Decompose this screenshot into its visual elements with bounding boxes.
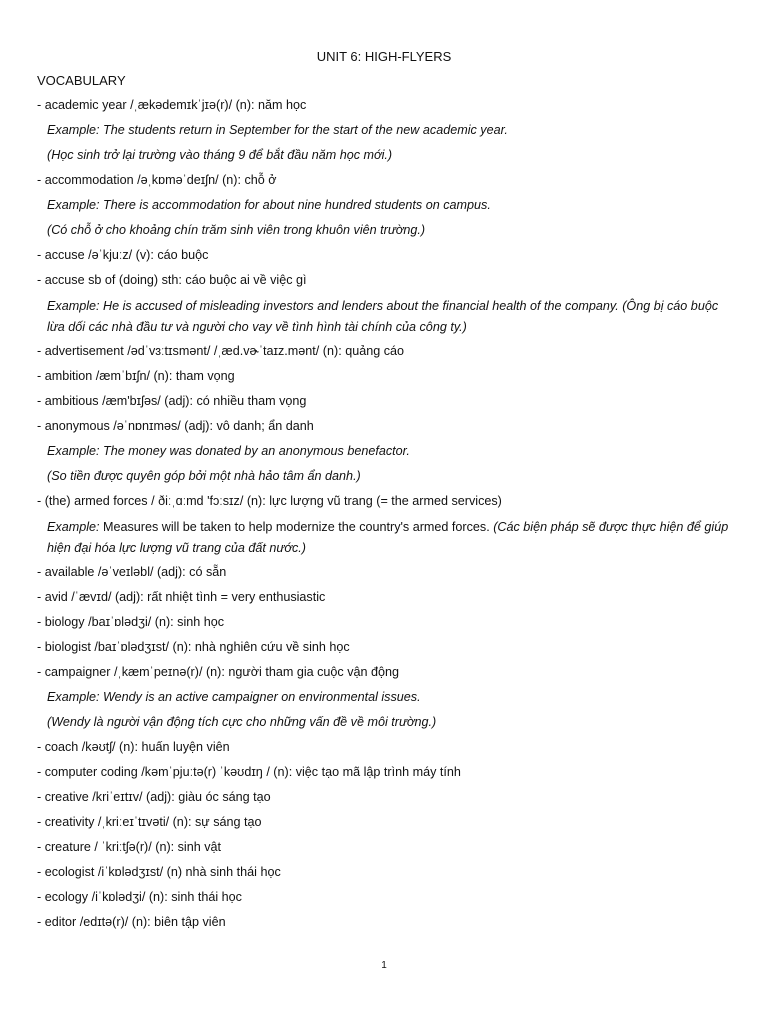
vocab-entry: - available /əˈveɪləbl/ (adj): có sẵn <box>37 565 227 579</box>
example-translation: (So tiền được quyên góp bởi một nhà hảo tâm ẩn danh.) <box>47 469 361 483</box>
vocab-entry: - ecologist /iˈkɒlədʒɪst/ (n) nhà sinh thái học <box>37 865 281 879</box>
vocabulary-list <box>37 96 737 938</box>
vocab-entry: - accommodation /əˌkɒməˈdeɪʃn/ (n): chỗ ở <box>37 173 277 187</box>
page-title: UNIT 6: HIGH-FLYERS <box>316 49 452 64</box>
example-translation: (Học sinh trở lại trường vào tháng 9 để bắt đầu năm học mới.) <box>47 148 393 162</box>
example-sentence: Example: Wendy is an active campaigner on environmental issues. <box>47 690 421 704</box>
vocab-entry: - ambition /æmˈbɪʃn/ (n): tham vọng <box>37 369 235 383</box>
vocab-entry: - biologist /baɪˈɒlədʒɪst/ (n): nhà nghiên cứu về sinh học <box>37 640 350 654</box>
example-body: Measures will be taken to help modernize the country's armed forces. <box>99 520 494 534</box>
example-sentence: Example: He is accused of misleading investors and lenders about the financial health of the company. (Ông bị cáo buộc lừa dối các nhà đầu tư và người cho vay về tình hình tài chính của công ty.) <box>47 299 719 334</box>
vocab-entry: - campaigner /ˌkæmˈpeɪnə(r)/ (n): người tham gia cuộc vận động <box>37 665 400 679</box>
vocab-entry: - anonymous /əˈnɒnɪməs/ (adj): vô danh; ẩn danh <box>37 419 314 433</box>
section-heading: VOCABULARY <box>37 73 126 88</box>
vocab-entry: - academic year /ˌækədemɪkˈjɪə(r)/ (n): năm học <box>37 98 307 112</box>
vocab-entry: - creativity /ˌkriːeɪˈtɪvəti/ (n): sự sáng tạo <box>37 815 262 829</box>
example-sentence: Example: The money was donated by an anonymous benefactor. <box>47 444 410 458</box>
vocab-entry: - accuse /əˈkjuːz/ (v): cáo buộc <box>37 248 209 262</box>
vocab-entry: - accuse sb of (doing) sth: cáo buộc ai về việc gì <box>37 273 307 287</box>
vocab-entry: - creature / ˈkriːtʃə(r)/ (n): sinh vật <box>37 840 222 854</box>
example-sentence <box>37 517 737 559</box>
vocab-entry: - editor /edɪtə(r)/ (n): biên tập viên <box>37 915 226 929</box>
example-sentence: Example: The students return in September for the start of the new academic year. <box>47 123 508 137</box>
vocab-entry: - avid /ˈævɪd/ (adj): rất nhiệt tình = very enthusiastic <box>37 590 326 604</box>
vocab-entry: - creative /kriˈeɪtɪv/ (adj): giàu óc sáng tạo <box>37 790 271 804</box>
page-number: 1 <box>381 960 387 971</box>
example-translation: (Các biện pháp sẽ được thực hiện để giúp hiện đại hóa lực lượng vũ trang của đất nước.) <box>47 520 729 555</box>
vocab-entry: - coach /kəʊtʃ/ (n): huấn luyện viên <box>37 740 230 754</box>
vocab-entry: - computer coding /kəmˈpjuːtə(r) ˈkəʊdɪŋ / (n): việc tạo mã lập trình máy tính <box>37 765 461 779</box>
example-translation: (Có chỗ ở cho khoảng chín trăm sinh viên trong khuôn viên trường.) <box>47 223 426 237</box>
vocab-entry: - ambitious /æm'bɪʃəs/ (adj): có nhiều tham vọng <box>37 394 307 408</box>
vocab-entry: - (the) armed forces / ðiːˌɑːmd 'fɔːsɪz/ (n): lực lượng vũ trang (= the armed services) <box>37 494 502 508</box>
vocab-entry: - ecology /iˈkɒlədʒi/ (n): sinh thái học <box>37 890 242 904</box>
vocab-entry: - biology /baɪˈɒlədʒi/ (n): sinh học <box>37 615 225 629</box>
example-sentence: Example: There is accommodation for about nine hundred students on campus. <box>47 198 491 212</box>
example-translation: (Wendy là người vận động tích cực cho những vấn đề về môi trường.) <box>47 715 437 729</box>
example-label: Example: <box>47 520 100 534</box>
vocab-entry: - advertisement /ədˈvɜːtɪsmənt/ /ˌæd.vɚˈtaɪz.mənt/ (n): quảng cáo <box>37 344 405 358</box>
